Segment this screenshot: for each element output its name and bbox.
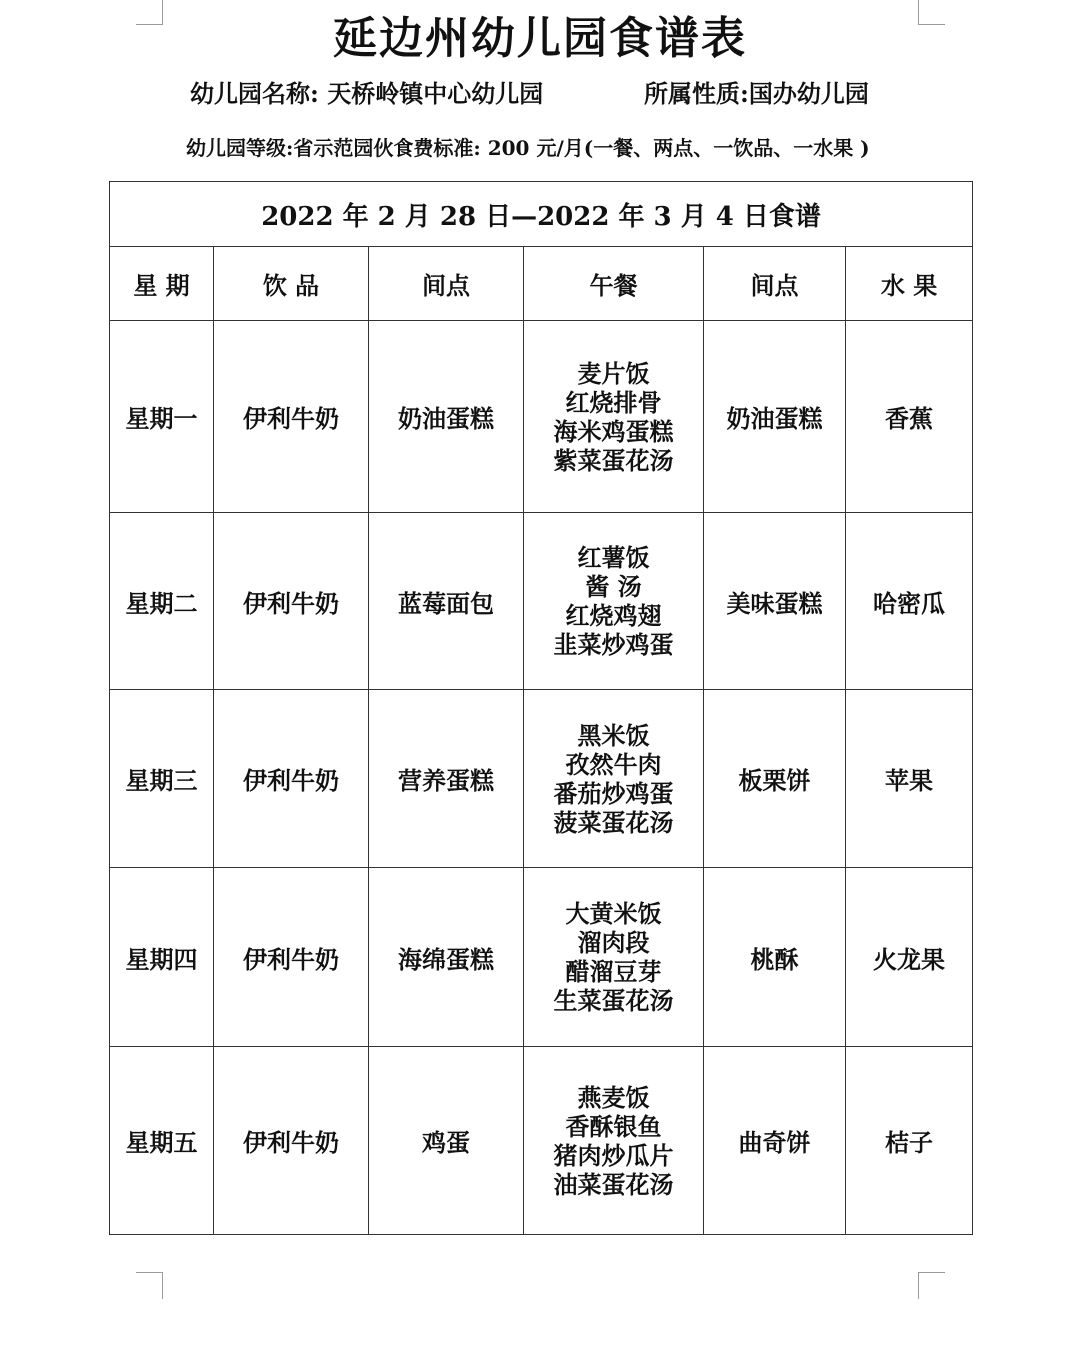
lunch-item: 大黄米饭 xyxy=(565,899,662,928)
lunch-item: 酱 汤 xyxy=(585,572,642,601)
header-fruit: 水 果 xyxy=(846,247,973,321)
header-row xyxy=(110,247,973,321)
table-row xyxy=(110,321,973,513)
fruit-cell: 桔子 xyxy=(846,1047,973,1235)
lunch-item: 番茄炒鸡蛋 xyxy=(553,778,674,808)
lunch-cell xyxy=(524,868,704,1047)
lunch-item: 猪肉炒瓜片 xyxy=(553,1140,674,1170)
table-row xyxy=(110,513,973,690)
period-row xyxy=(110,182,973,247)
page-corner-mark-bottom-left xyxy=(136,1272,163,1299)
lunch-cell xyxy=(524,1047,704,1235)
table-row xyxy=(110,1047,973,1235)
drink-cell: 伊利牛奶 xyxy=(214,513,369,690)
header-snack-2: 间点 xyxy=(704,247,846,321)
fruit-cell: 哈密瓜 xyxy=(846,513,973,690)
fruit-cell: 苹果 xyxy=(846,690,973,868)
lunch-item: 麦片饭 xyxy=(577,358,650,388)
drink-cell: 伊利牛奶 xyxy=(214,321,369,513)
level-fee-line: 幼儿园等级:省示范园伙食费标准: 200 元/月(一餐、两点、一饮品、一水果 ) xyxy=(186,136,870,160)
day-cell: 星期二 xyxy=(110,513,214,690)
snack-2-cell: 桃酥 xyxy=(704,868,846,1047)
lunch-item: 海米鸡蛋糕 xyxy=(553,416,674,446)
lunch-item: 韭菜炒鸡蛋 xyxy=(553,630,674,659)
snack-2-cell: 美味蛋糕 xyxy=(704,513,846,690)
header-drink: 饮 品 xyxy=(214,247,369,321)
lunch-item: 黑米饭 xyxy=(577,720,650,750)
lunch-item: 菠菜蛋花汤 xyxy=(553,807,674,837)
day-cell: 星期三 xyxy=(110,690,214,868)
kindergarten-nature: 所属性质:国办幼儿园 xyxy=(644,79,869,108)
lunch-cell xyxy=(524,321,704,513)
lunch-cell xyxy=(524,513,704,690)
snack-2-cell: 奶油蛋糕 xyxy=(704,321,846,513)
menu-period: 2022 年 2 月 28 日—2022 年 3 月 4 日食谱 xyxy=(110,182,973,247)
kindergarten-name: 幼儿园名称: 天桥岭镇中心幼儿园 xyxy=(190,79,544,108)
snack-2-cell: 曲奇饼 xyxy=(704,1047,846,1235)
lunch-item: 醋溜豆芽 xyxy=(565,957,662,986)
lunch-cell xyxy=(524,690,704,868)
day-cell: 星期四 xyxy=(110,868,214,1047)
table-row xyxy=(110,868,973,1047)
lunch-item: 溜肉段 xyxy=(577,928,650,957)
fruit-cell: 香蕉 xyxy=(846,321,973,513)
lunch-item: 油菜蛋花汤 xyxy=(553,1169,674,1199)
snack-1-cell: 营养蛋糕 xyxy=(369,690,524,868)
lunch-item: 紫菜蛋花汤 xyxy=(553,445,674,475)
day-cell: 星期五 xyxy=(110,1047,214,1235)
header-day: 星 期 xyxy=(110,247,214,321)
snack-1-cell: 奶油蛋糕 xyxy=(369,321,524,513)
lunch-item: 红薯饭 xyxy=(577,543,650,572)
lunch-item: 孜然牛肉 xyxy=(565,749,662,779)
snack-1-cell: 海绵蛋糕 xyxy=(369,868,524,1047)
table-row xyxy=(110,690,973,868)
lunch-item: 红烧鸡翅 xyxy=(565,601,662,630)
drink-cell: 伊利牛奶 xyxy=(214,1047,369,1235)
document-title: 延边州幼儿园食谱表 xyxy=(333,13,747,64)
drink-cell: 伊利牛奶 xyxy=(214,868,369,1047)
snack-1-cell: 鸡蛋 xyxy=(369,1047,524,1235)
day-cell: 星期一 xyxy=(110,321,214,513)
header-snack-1: 间点 xyxy=(369,247,524,321)
lunch-item: 生菜蛋花汤 xyxy=(553,986,674,1015)
snack-1-cell: 蓝莓面包 xyxy=(369,513,524,690)
snack-2-cell: 板栗饼 xyxy=(704,690,846,868)
lunch-item: 香酥银鱼 xyxy=(565,1111,662,1141)
drink-cell: 伊利牛奶 xyxy=(214,690,369,868)
menu-table xyxy=(109,181,973,1235)
page-corner-mark-bottom-right xyxy=(918,1272,945,1299)
fruit-cell: 火龙果 xyxy=(846,868,973,1047)
lunch-item: 红烧排骨 xyxy=(565,387,662,417)
header-lunch: 午餐 xyxy=(524,247,704,321)
lunch-item: 燕麦饭 xyxy=(577,1082,650,1112)
